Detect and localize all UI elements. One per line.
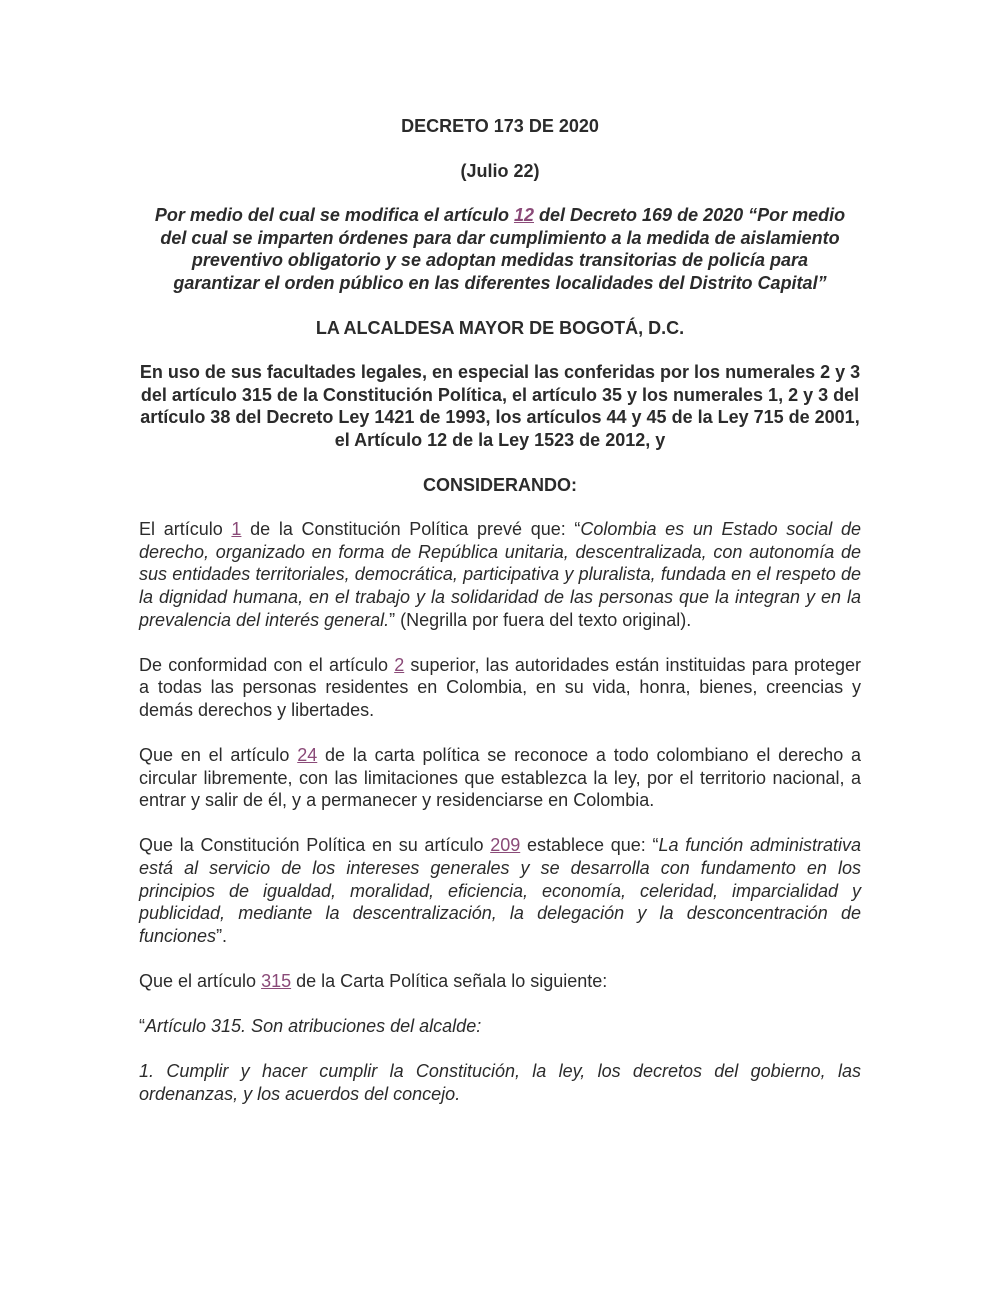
paragraph-article-2 [139, 654, 861, 722]
paragraph-text: El artículo [139, 519, 232, 540]
paragraph-article-24 [139, 744, 861, 812]
paragraph-text: de la Carta Política señala lo siguiente: [291, 971, 608, 991]
paragraph-text: Que en el artículo [139, 745, 298, 766]
paragraph-text: ” (Negrilla por fuera del texto original). [389, 609, 692, 630]
article-315-link[interactable]: 315 [261, 971, 292, 991]
paragraph-text: Que la Constitución Política en su artículo [139, 835, 491, 856]
document-body [139, 115, 861, 1128]
article-209-link[interactable]: 209 [490, 835, 521, 856]
paragraph-text: establece que: “ [520, 835, 659, 856]
article-2-link[interactable]: 2 [394, 654, 405, 675]
paragraph-text: ”. [216, 925, 228, 946]
quoted-text: Colombia es un Estado social de derecho, organizado en forma de República unitaria, descentralizada, con autonomía de sus entidades territoriales, democrática, participativa y pluralista, fundada en el respeto de la dignidad humana, en el trabajo y la solidaridad de las personas que la integran y en la prevalencia del interés general. [139, 519, 862, 630]
paragraph-article-1 [139, 518, 861, 631]
quote-article-315-heading [139, 1015, 861, 1038]
paragraph-text: superior, las autoridades están instituidas para proteger a todas las personas residentes en Colombia, en su vida, honra, bienes, creencias y demás derechos y libertades. [139, 654, 861, 720]
quoted-text: Artículo 315. Son atribuciones del alcalde: [145, 1016, 482, 1037]
quoted-text: La función administrativa está al servicio de los intereses generales y se desarrolla con fundamento en los principios de igualdad, moralidad, eficiencia, economía, celeridad, imparcialidad y publicidad, mediante la descentralización, la delegación y la desconcentración de funciones [139, 835, 862, 946]
decree-title: DECRETO 173 DE 2020 [401, 116, 599, 136]
decree-subject [139, 204, 861, 294]
subject-text-1: Por medio del cual se modifica el artículo [154, 205, 514, 226]
paragraph-text: De conformidad con el artículo [139, 654, 395, 675]
decree-date: (Julio 22) [460, 160, 540, 181]
legal-powers: En uso de sus facultades legales, en especial las conferidas por los numerales 2 y 3 del artículo 315 de la Constitución Política, el artículo 35 y los numerales 1, 2 y 3 del artículo 38 del Decreto Ley 1421 de 1993, los artículos 44 y 45 de la Ley 715 de 2001, el Artículo 12 de la Ley 1523 de 2012, y [139, 362, 861, 450]
considerando-heading: CONSIDERANDO: [422, 474, 577, 495]
authority-heading: LA ALCALDESA MAYOR DE BOGOTÁ, D.C. [315, 317, 685, 338]
article-24-link[interactable]: 24 [297, 745, 318, 766]
article-12-link[interactable]: 12 [513, 205, 534, 226]
paragraph-text: de la Constitución Política prevé que: “ [241, 519, 581, 540]
quote-article-315-item-1: 1. Cumplir y hacer cumplir la Constitución, la ley, los decretos del gobierno, las ordenanzas, y los acuerdos del concejo. [139, 1061, 861, 1104]
article-1-link[interactable]: 1 [231, 519, 242, 540]
paragraph-text: Que el artículo [139, 971, 262, 991]
subject-text-2: del Decreto 169 de 2020 “Por medio del cual se imparten órdenes para dar cumplimiento a la medida de aislamiento preventivo obligatorio y se adoptan medidas transitorias de policía para garantizar el orden público en las diferentes localidades del Distrito Capital” [160, 205, 846, 293]
paragraph-text: “ [139, 1016, 145, 1037]
paragraph-article-315 [139, 970, 861, 993]
paragraph-article-209 [139, 834, 861, 947]
paragraph-text: de la carta política se reconoce a todo colombiano el derecho a circular libremente, con las limitaciones que establezca la ley, por el territorio nacional, a entrar y salir de él, y a permanecer y residenciarse en Colombia. [139, 745, 861, 811]
